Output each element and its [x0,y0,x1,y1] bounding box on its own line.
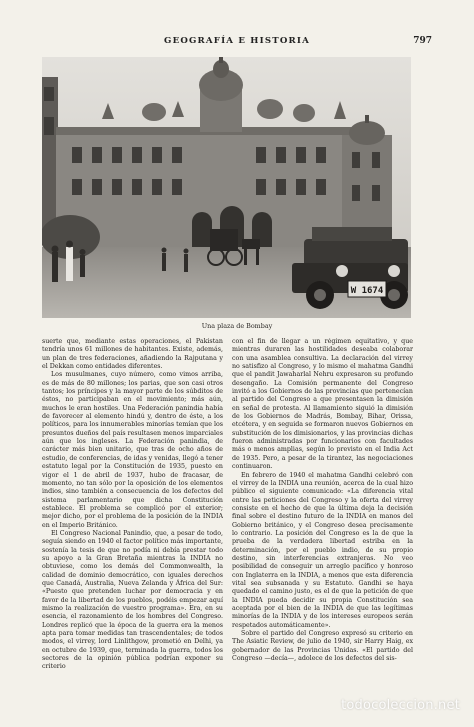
text-columns [42,338,413,698]
paragraph: Los musulmanes, cuyo número, como vimos arriba, es de más de 80 millones; los parias, que son casi otros tantos; los príncipes y la mayor parte de los súbditos de éstos, no participaban en el movimiento; más aún, muchos le eran hostiles. Una Federación panindia había de favorecer al elemento hindú y, dentro de éste, a los políticos, para los innumerables minorías temían que los presuntos dueños del país resultasen menos imparciales aún que los ingleses. La Federación panindia, de carácter más bien unitario, que tras de ocho años de estudio, de conferencias, de idas y venidas, llegó a tener estatuto legal por la Constitución de 1935, puesto en vigor el 1 de abril de 1937, hubo de fracasar, de momento, no tan sólo por la oposición de los elementos indios, sino también a consecuencia de los defectos del sistema parlamentario que dicha Constitución establece. El problema se complicó por el exterior; mejor dicho, por el problema de la posición de la INDIA en el Imperio Británico. [42,371,223,529]
paragraph: En febrero de 1940 el mahatma Gandhi celebró con el virrey de la INDIA una reunión, acerca de la cual hizo público el siguiente comunicado: «La diferencia vital entre las peticiones del Congreso y la oferta del virrey consiste en el hecho de que la última deja la decisión final sobre el destino futuro de la INDIA en manos del Gobierno británico, y el Congreso desea precisamente lo contrario. La posición del Congreso es la de que la prueba de la verdadera libertad estriba en la determinación, por el pueblo indio, de su propio destino, sin interferencias extranjeras. No veo posibilidad de conseguir un arreglo pacífico y honroso con Inglaterra en la INDIA, a menos que esta diferencia vital sea subsanada y su Estatuto. Gandhi se haya quedado el camino justo, es el de que la petición de que la INDIA pueda decidir su propia Constitución sea aceptada por el bien de la INDIA de que las legítimas minorías de la INDIA y de los intereses europeos serán respetados automáticamente». [232,471,413,629]
right-column [232,338,413,698]
running-head [40,36,434,50]
photo-bombay-square [42,57,411,318]
paragraph: con el fin de llegar a un régimen equitativo, y que mientras duraren las hostilidades deseaba colaborar con una asamblea consultiva. La declaración del virrey no satisfizo al Congreso, y lo mismo el mahatma Gandhi que el pandit Jawaharlal Nehru expresaron su profundo desengaño. La Comisión permanente del Congreso invitó a los Gobiernos de las provincias que pertenecían al partido del Congreso a que presentasen la dimisión en señal de protesta. Al llamamiento siguió la dimisión de los Gobiernos de Madrás, Bombay, Bihar, Orissa, etcétera, y en seguida se formaron nuevos Gobiernos en substitución de los dimisionarios, y las provincias dichas fueron administradas por funcionarios con facultades más o menos amplias, según lo previsto en el India Act de 1935. Pero, a pesar de la tirantez, las negociaciones continuaron. [232,338,413,471]
left-column [42,338,223,698]
watermark: todocoleccion.net [341,698,460,713]
photo-caption: Una plaza de Bombay [201,322,273,330]
photo-illustration [42,57,411,318]
paragraph: Sobre el partido del Congreso expresó su criterio en The Asiatic Review, de julio de 1940, sir Harry Haig, ex gobernador de las Provincias Unidas. «El partido del Congreso —decía—, adolece de los defectos del sis- [232,630,413,663]
paragraph: El Congreso Nacional Panindio, que, a pesar de todo, seguía siendo en 1940 el factor político más importante, sostenía la tesis de que no podía ni debía prestar todo su apoyo a la Gran Bretaña mientras la INDIA no obtuviese, como los demás del Commonwealth, la calidad de dominio democrático, con iguales derechos que Canadá, Australia, Nueva Zelanda y África del Sur: «Puesto que pretenden luchar por democracia y en favor de la libertad de los pueblos, podéis empezar aquí mismo la realización de vuestro programa». Era, en su esencia, el razonamiento de los hombres del Congreso. Londres replicó que la época de la guerra era la menos apta para tomar medidas tan trascendentales; de todos modos, el virrey, lord Linlithgow, prometió en Delhi, ya en octubre de 1939, que, terminada la guerra, todos los sectores de la opinión pública podrían exponer su criterio [42,529,223,671]
paragraph: suerte que, mediante estas operaciones, el Pakistan tendría unos 61 millones de habitantes. Existe, además, un plan de tres federaciones, añadiendo la Rajputana y el Dekkan como entidades diferentes. [42,338,223,371]
license-plate-text: W 1674 [350,286,384,296]
page-number: 797 [413,36,432,46]
running-title: GEOGRAFÍA E HISTORIA [164,36,310,46]
